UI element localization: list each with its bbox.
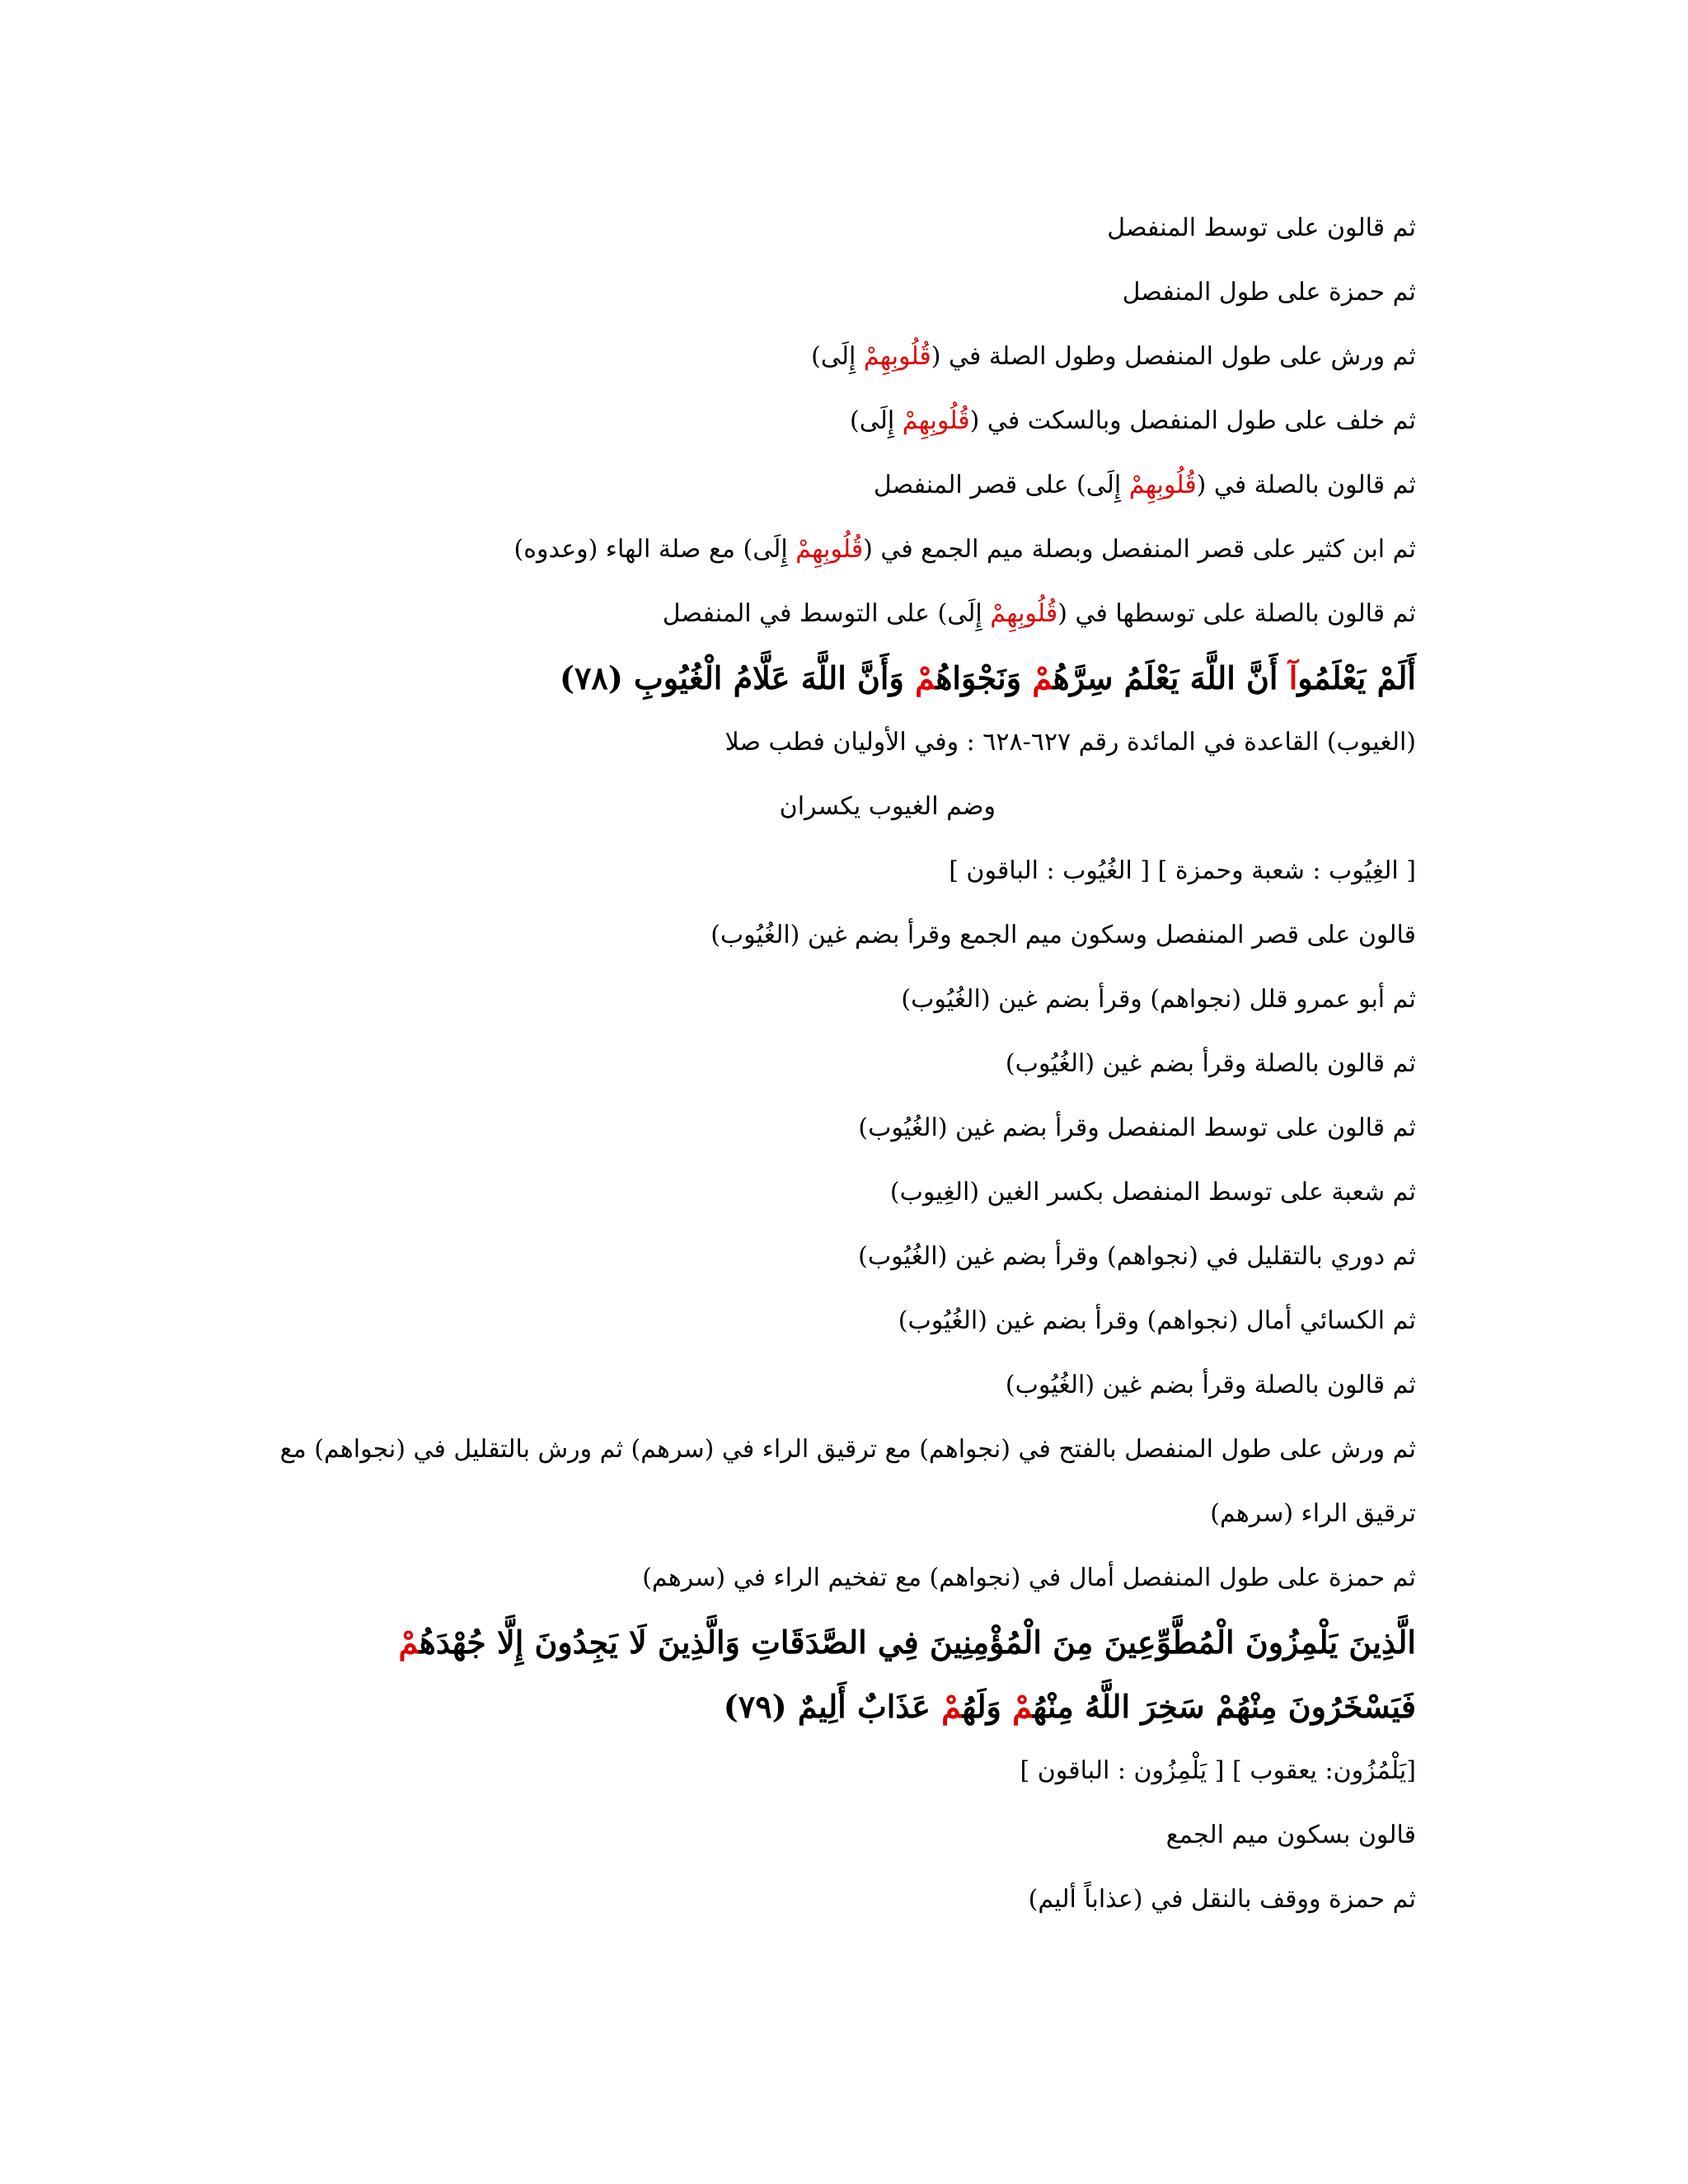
highlighted-letter: مْ	[398, 1624, 420, 1661]
text-segment: إِلَى) على التوسط في المنفصل	[662, 599, 991, 628]
text-line: قالون بسكون ميم الجمع	[1165, 1821, 1416, 1849]
text-line: ثم الكسائي أمال (نجواهم) وقرأ بضم غين (الغُيُوب)	[898, 1306, 1416, 1335]
document-page	[262, 196, 1416, 1932]
text-line	[262, 389, 1416, 453]
text-line: (الغيوب) القاعدة في المائدة رقم ٦٢٧-٦٢٨ : وفي الأوليان فطب صلا	[724, 728, 1416, 757]
text-segment: إِلَى)	[849, 406, 903, 435]
text-segment: إِلَى)	[811, 342, 864, 371]
highlighted-word: قُلُوبِهِمْ	[1128, 471, 1197, 499]
text-line	[262, 518, 1416, 582]
highlighted-word: قُلُوبِهِمْ	[863, 342, 931, 371]
text-line: ثم حمزة على طول المنفصل أمال في (نجواهم) مع تفخيم الراء في (سرهم)	[642, 1563, 1416, 1592]
text-segment: ثم قالون بالصلة على توسطها في (	[1057, 599, 1416, 628]
text-line: [يَلْمُزُون: يعقوب ] [ يَلْمِزُون : الباقون ]	[1020, 1756, 1416, 1785]
text-segment: ثم ابن كثير على قصر المنفصل وبصلة ميم الجمع في (	[863, 535, 1416, 564]
verse-segment: أَنَّ اللَّهَ يَعْلَمُ سِرَّهُ	[1053, 659, 1289, 696]
text-line: قالون على قصر المنفصل وسكون ميم الجمع وقرأ بضم غين (الغُيُوب)	[710, 921, 1416, 949]
quran-verse-79	[262, 1610, 1416, 1739]
text-segment: ثم خلف على طول المنفصل وبالسكت في (	[969, 406, 1416, 435]
highlighted-word: قُلُوبِهِمْ	[990, 599, 1058, 628]
text-line: ثم حمزة ووقف بالنقل في (عذاباً أليم)	[1028, 1885, 1416, 1914]
text-line: [ الغِيُوب : شعبة وحمزة ] [ الغُيُوب : الباقون ]	[949, 856, 1416, 885]
verse-segment: أَلَمْ يَعْلَمُو	[1297, 659, 1416, 696]
text-line: ثم حمزة على طول المنفصل	[1122, 278, 1416, 307]
text-line: ثم قالون بالصلة وقرأ بضم غين (الغُيُوب)	[1005, 1371, 1416, 1399]
verse-segment: وَلَهُ	[962, 1688, 1013, 1725]
verse-segment: فَيَسْخَرُونَ مِنْهُمْ سَخِرَ اللَّهُ مِنْهُ	[1033, 1688, 1416, 1725]
text-segment: إِلَى) مع صلة الهاء (وعدوه)	[513, 535, 796, 564]
quran-verse-78	[262, 646, 1416, 710]
text-segment: ثم ورش على طول المنفصل وطول الصلة في (	[931, 342, 1416, 371]
text-line	[262, 453, 1416, 518]
text-line: وضم الغيوب يكسران	[779, 792, 996, 821]
highlighted-word: قُلُوبِهِمْ	[795, 535, 864, 564]
text-segment: إِلَى) على قصر المنفصل	[873, 471, 1129, 499]
text-line	[262, 325, 1416, 389]
verse-segment: الَّذِينَ يَلْمِزُونَ الْمُطَّوِّعِينَ مِنَ الْمُؤْمِنِينَ فِي الصَّدَقَاتِ وَالَّذِينَ لَا يَجِدُونَ إِلَّا جُهْدَهُ	[419, 1624, 1416, 1661]
highlighted-letter: مْ	[1032, 659, 1053, 696]
text-line	[262, 582, 1416, 646]
highlighted-word: قُلُوبِهِمْ	[902, 406, 970, 435]
text-line: ثم شعبة على توسط المنفصل بكسر الغين (الغِيوب)	[889, 1178, 1416, 1207]
verse-segment: وَنَجْوَاهُ	[935, 659, 1033, 696]
text-line: ثم قالون على توسط المنفصل وقرأ بضم غين (الغُيُوب)	[858, 1113, 1416, 1142]
highlighted-letter: آ	[1288, 659, 1298, 696]
highlighted-letter: مْ	[1012, 1688, 1034, 1725]
text-line: ثم دوري بالتقليل في (نجواهم) وقرأ بضم غين (الغُيُوب)	[858, 1242, 1416, 1271]
text-line: ثم قالون بالصلة وقرأ بضم غين (الغُيُوب)	[1005, 1049, 1416, 1078]
highlighted-letter: مْ	[941, 1688, 963, 1725]
text-line: ثم ورش على طول المنفصل بالفتح في (نجواهم) مع ترقيق الراء في (سرهم) ثم ورش بالتقليل في (نجواهم) مع ترقيق الراء (سرهم)	[279, 1435, 1416, 1528]
highlighted-letter: مْ	[915, 659, 936, 696]
verse-segment: عَذَابٌ أَلِيمٌ (٧٩)	[723, 1688, 942, 1725]
text-segment: ثم قالون بالصلة في (	[1196, 471, 1416, 499]
verse-segment: وَأَنَّ اللَّهَ عَلَّامُ الْغُيُوبِ (٧٨)	[560, 659, 916, 696]
text-line: ثم قالون على توسط المنفصل	[1107, 213, 1416, 242]
text-line: ثم أبو عمرو قلل (نجواهم) وقرأ بضم غين (الغُيُوب)	[901, 985, 1416, 1014]
